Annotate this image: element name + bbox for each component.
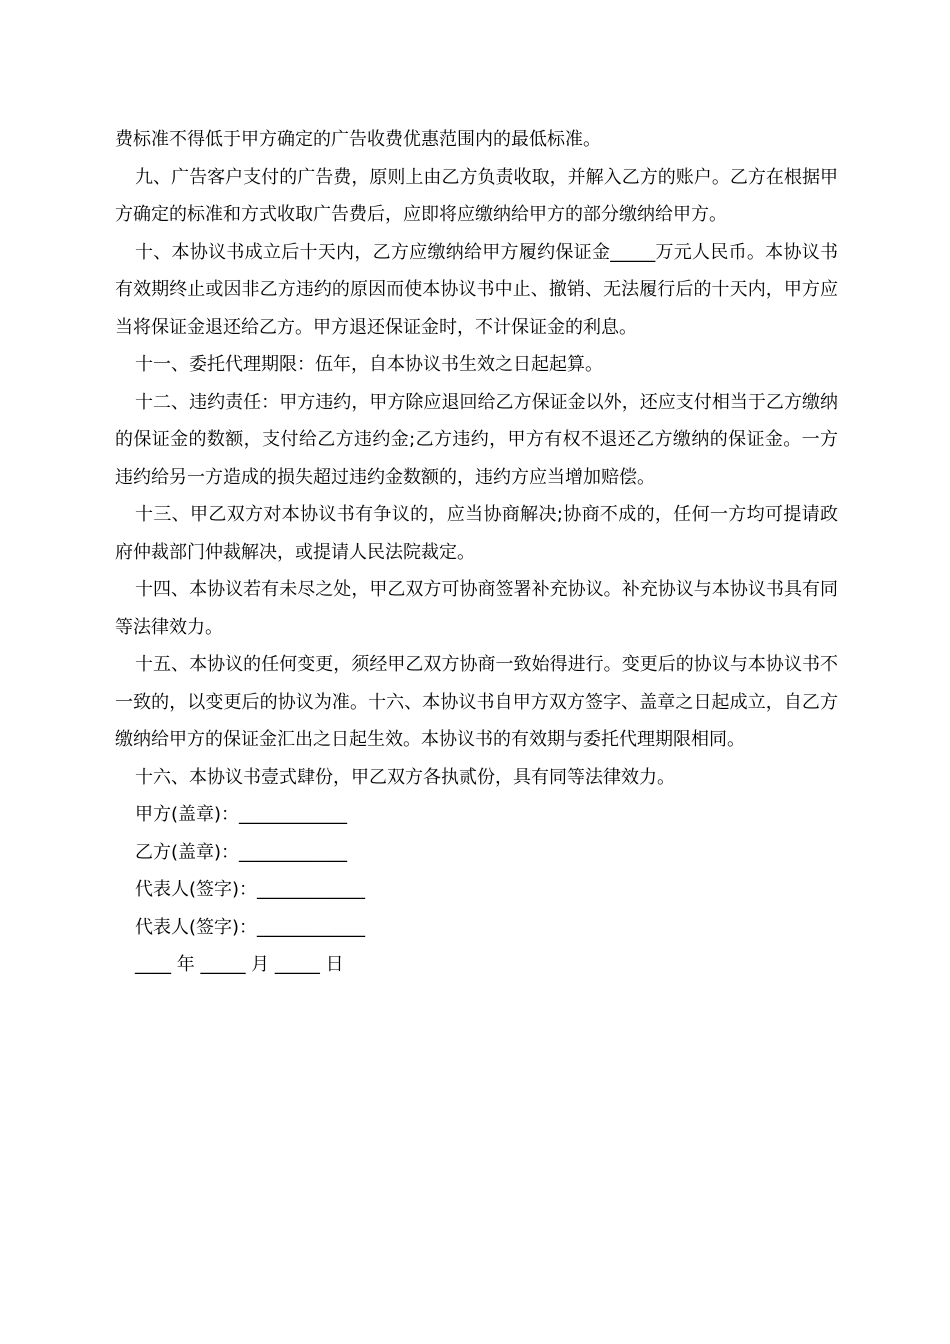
paragraph-clause-9: 九、广告客户支付的广告费，原则上由乙方负责收取，并解入乙方的账户。乙方在根据甲方确定的标准和方式收取广告费后，应即将应缴纳给甲方的部分缴纳给甲方。 <box>115 166 838 225</box>
paragraph-fee-standard: 费标准不得低于甲方确定的广告收费优惠范围内的最低标准。 <box>115 129 601 150</box>
signature-date: ____ 年 _____ 月 _____ 日 <box>135 954 344 975</box>
signature-party-b: 乙方(盖章)：____________ <box>135 841 348 863</box>
paragraph-clause-10: 十、本协议书成立后十天内，乙方应缴纳给甲方履约保证金_____万元人民币。本协议书有效期终止或因非乙方违约的原因而使本协议书中止、撤销、无法履行后的十天内，甲方应当将保证金退还给乙方。甲方退还保证金时，不计保证金的利息。 <box>115 241 838 338</box>
signature-representative-a: 代表人(签字)：____________ <box>135 879 366 900</box>
paragraph-clause-14: 十四、本协议若有未尽之处，甲乙双方可协商签署补充协议。补充协议与本协议书具有同等法律效力。 <box>115 579 838 638</box>
paragraph-clause-11: 十一、委托代理期限：伍年，自本协议书生效之日起起算。 <box>135 354 603 375</box>
paragraph-clause-12: 十二、违约责任：甲方违约，甲方除应退回给乙方保证金以外，还应支付相当于乙方缴纳的保证金的数额，支付给乙方违约金;乙方违约，甲方有权不退还乙方缴纳的保证金。一方违约给另一方造成的损失超过违约金数额的，违约方应当增加赔偿。 <box>115 391 838 488</box>
paragraph-clause-15: 十五、本协议的任何变更，须经甲乙双方协商一致始得进行。变更后的协议与本协议书不一致的，以变更后的协议为准。十六、本协议书自甲方双方签字、盖章之日起成立，自乙方缴纳给甲方的保证金汇出之日起生效。本协议书的有效期与委托代理期限相同。 <box>115 654 838 750</box>
signature-party-a: 甲方(盖章)：____________ <box>135 804 348 825</box>
paragraph-clause-13: 十三、甲乙双方对本协议书有争议的，应当协商解决;协商不成的，任何一方均可提请政府仲裁部门仲裁解决，或提请人民法院裁定。 <box>115 504 838 563</box>
signature-representative-b: 代表人(签字)：____________ <box>135 916 366 938</box>
paragraph-clause-16: 十六、本协议书壹式肆份，甲乙双方各执贰份，具有同等法律效力。 <box>135 766 675 788</box>
document-page <box>115 121 838 984</box>
